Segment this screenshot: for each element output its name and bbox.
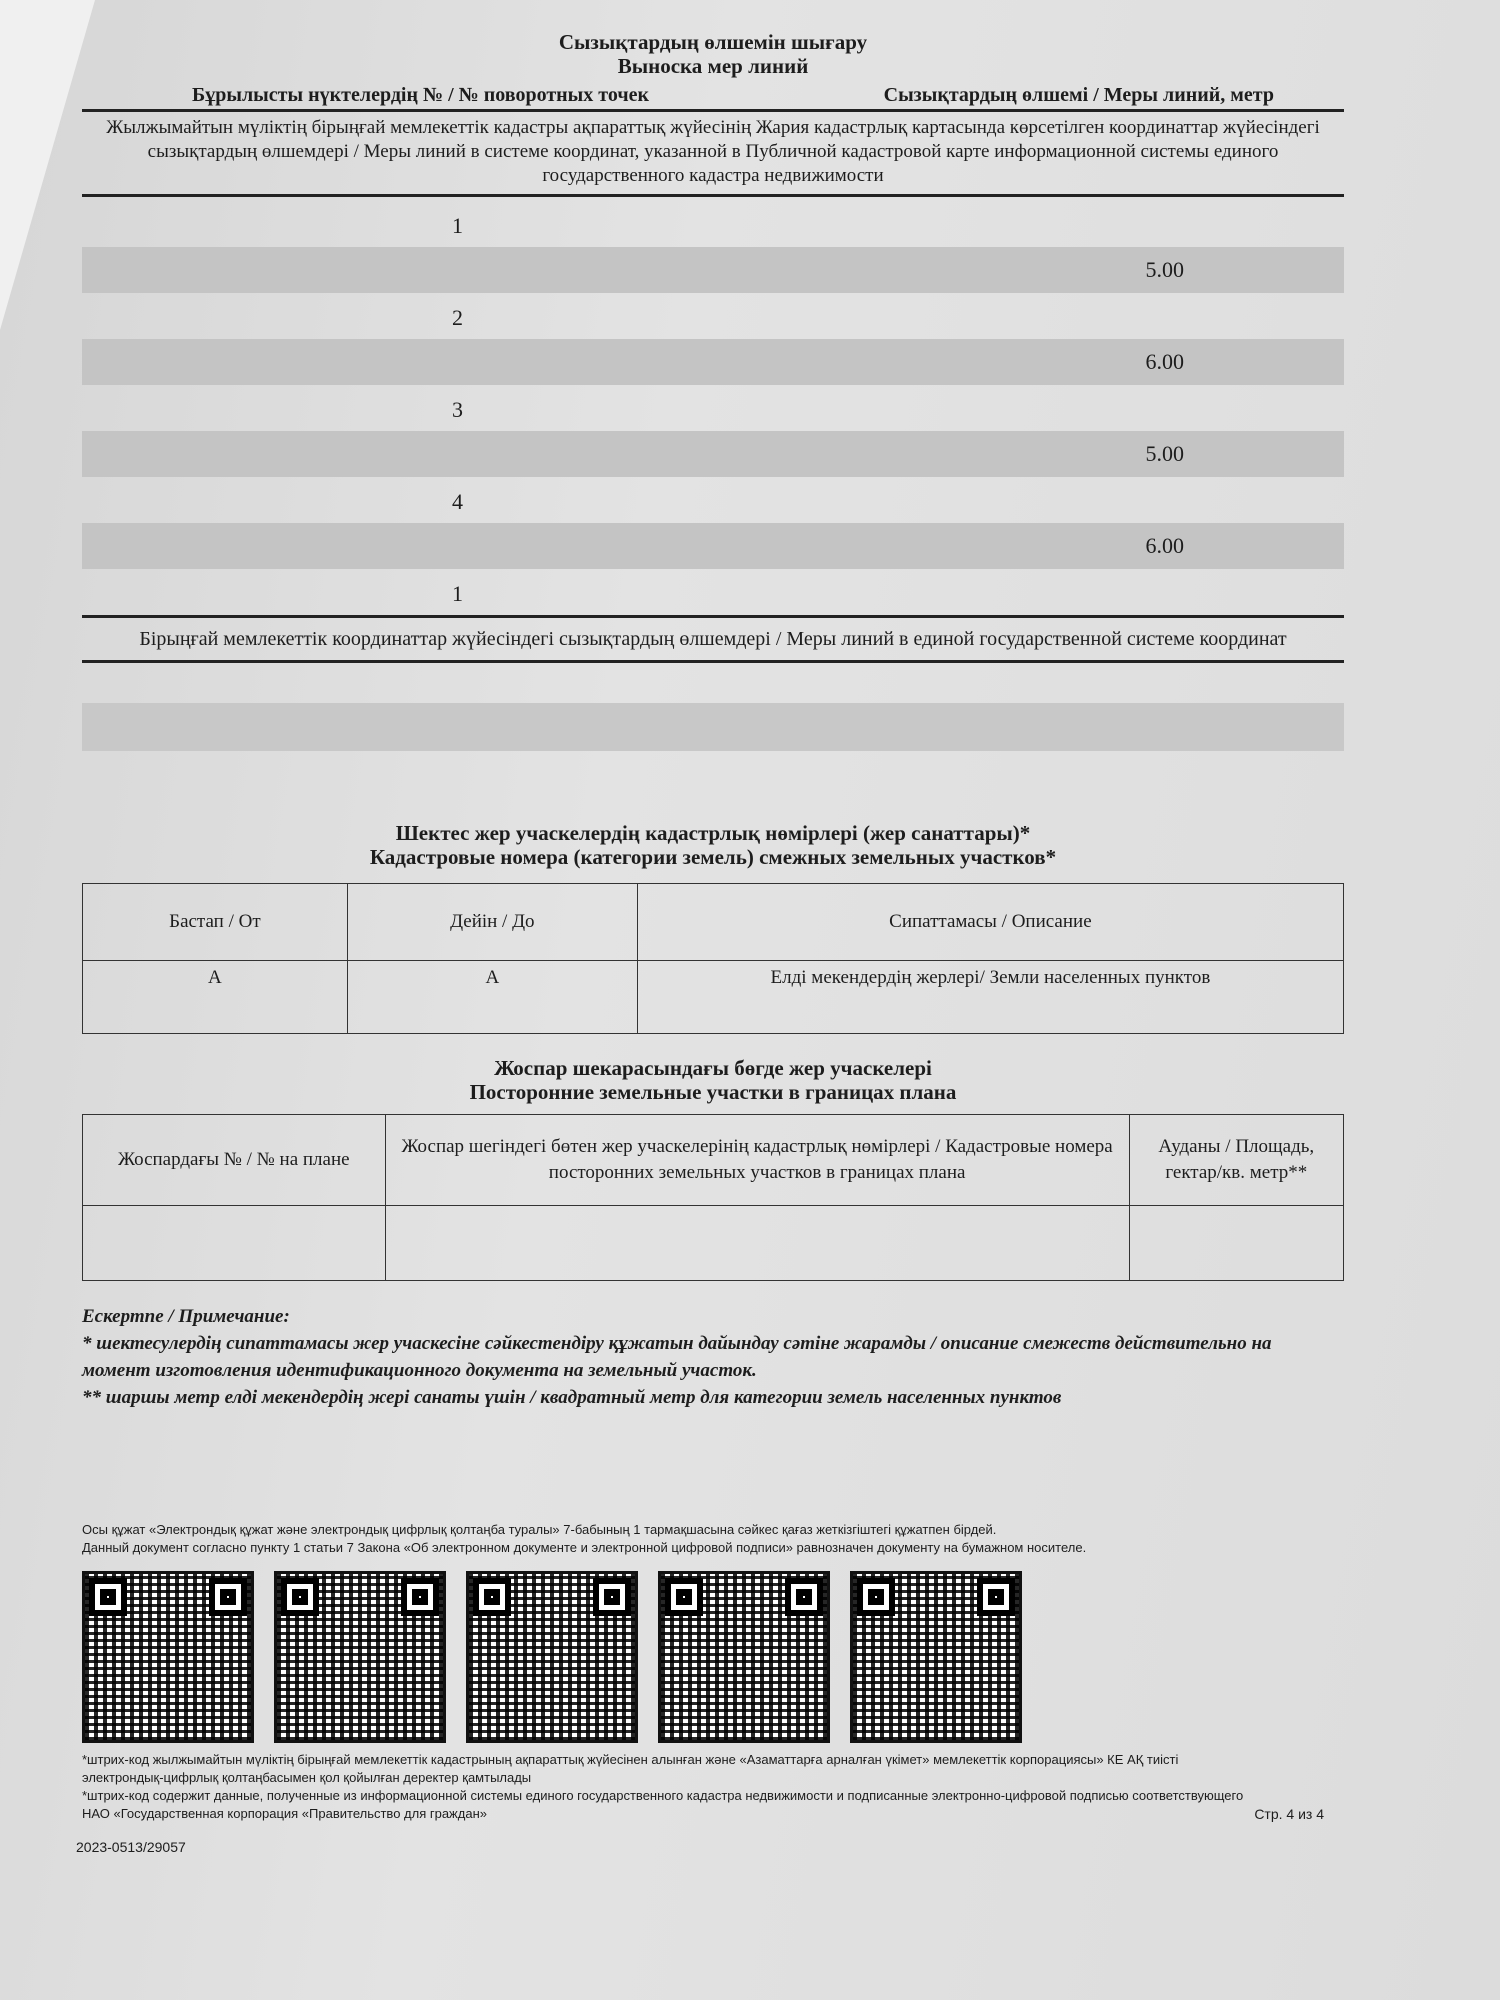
adjacent-title-kz: Шектес жер учаскелердің кадастрлық нөмірлері (жер санаттары)*: [395, 821, 1031, 845]
document-content: [76, 30, 1344, 1855]
page-number: Стр. 4 из 4: [1254, 1806, 1324, 1822]
qr-code-icon: [82, 1571, 254, 1743]
folded-corner: [0, 0, 95, 330]
barcode-footnote: [82, 1751, 1344, 1823]
outside-title-kz: Жоспар шекарасындағы бөгде жер учаскелері: [494, 1056, 932, 1080]
empty-cell: [1129, 1206, 1343, 1281]
point-number: 1: [452, 581, 463, 606]
empty-cell: [83, 1206, 386, 1281]
table-row: [82, 523, 1344, 569]
note-line-2: ** шаршы метр елді мекендердің жері санаты үшін / квадратный метр для категории земель населенных пунктов: [82, 1387, 1062, 1408]
table-row: [82, 339, 1344, 385]
unified-system-title: Бірыңғай мемлекеттік координаттар жүйесіндегі сызықтардың өлшемдері / Меры линий в единой государственной системе координат: [139, 628, 1287, 650]
points-column-header: Бұрылысты нүктелердің № / № поворотных точек: [192, 84, 650, 106]
description-header: Сипаттамасы / Описание: [637, 884, 1343, 961]
outside-table: [82, 1114, 1344, 1281]
description-cell: Елді мекендердің жерлері/ Земли населенных пунктов: [637, 961, 1343, 1034]
area-header: Ауданы / Площадь, гектар/кв. метр**: [1129, 1115, 1343, 1206]
point-number: 3: [452, 397, 463, 422]
adjacent-title-ru: Кадастровые номера (категории земель) смежных земельных участков*: [369, 845, 1057, 869]
unified-rule: [82, 660, 1344, 663]
table-row: [83, 1206, 1344, 1281]
table-row: [83, 961, 1344, 1034]
section-title-kz: Сызықтардың өлшемін шығару: [558, 30, 868, 54]
table-row: [82, 385, 1344, 431]
legal-ru: Данный документ согласно пункту 1 статьи 7 Закона «Об электронном документе и электронной цифровой подписи» равнозначен документу на бумажном носителе.: [82, 1540, 1087, 1555]
adjacent-table: [82, 883, 1344, 1034]
section-title-ru: Выноска мер линий: [617, 54, 809, 78]
point-number: 2: [452, 305, 463, 330]
qr-code-strip: [82, 1571, 1344, 1743]
table-row: [82, 431, 1344, 477]
line-measures-table: [82, 201, 1344, 615]
outside-title-ru: Посторонние земельные участки в границах плана: [469, 1080, 957, 1104]
footnote-ru: *штрих-код содержит данные, полученные из информационной системы единого государственного кадастра недвижимости и подписанные электронно-цифровой подписью соответствующего НАО «Государственная корпорация «Правительство для граждан»: [82, 1788, 1244, 1821]
table-row: [82, 201, 1344, 247]
line-length: 5.00: [1145, 441, 1184, 466]
point-number: 1: [452, 213, 463, 238]
qr-code-icon: [850, 1571, 1022, 1743]
empty-shaded-row: [82, 703, 1344, 751]
footnote-kz: *штрих-код жылжымайтын мүліктің бірыңғай мемлекеттік кадастрының ақпараттық жүйесінен алынған және «Азаматтарға арналған үкімет» мемлекеттік корпорациясы» КЕ АҚ тиісті электрондық-цифрлық қолтаңбасымен қол қойылған деректер қамтылады: [82, 1752, 1179, 1785]
legal-statement: [82, 1521, 1344, 1557]
cadastral-numbers-header: Жоспар шегіндегі бөтен жер учаскелерінің кадастрлық нөмірлері / Кадастровые номера посторонних земельных участков в границах плана: [385, 1115, 1129, 1206]
note-label: Ескертпе / Примечание:: [82, 1306, 290, 1327]
note-block: [82, 1303, 1344, 1411]
to-cell: А: [347, 961, 637, 1034]
table-row: [82, 293, 1344, 339]
empty-cell: [385, 1206, 1129, 1281]
table-header-row: [83, 1115, 1344, 1206]
table-header-row: [83, 884, 1344, 961]
lengths-column-header: Сызықтардың өлшемі / Меры линий, метр: [883, 84, 1274, 106]
adjacent-section: [82, 821, 1344, 1034]
qr-code-icon: [274, 1571, 446, 1743]
outside-section: [82, 1056, 1344, 1281]
qr-code-icon: [658, 1571, 830, 1743]
document-id: 2023-0513/29057: [76, 1839, 186, 1855]
table-row: [82, 569, 1344, 615]
line-length: 5.00: [1145, 257, 1184, 282]
to-header: Дейін / До: [347, 884, 637, 961]
intro-rule: [82, 194, 1344, 197]
plan-number-header: Жоспардағы № / № на плане: [83, 1115, 386, 1206]
legal-kz: Осы құжат «Электрондық құжат және электрондық цифрлық қолтаңба туралы» 7-бабының 1 тармақшасына сәйкес қағаз жеткізгіштегі құжатпен бірдей.: [82, 1522, 997, 1537]
line-length: 6.00: [1145, 349, 1184, 374]
table-row: [82, 477, 1344, 523]
from-header: Бастап / От: [83, 884, 348, 961]
lines-table-header: [82, 84, 1344, 109]
note-line-1: * шектесулердің сипаттамасы жер учаскесіне сәйкестендіру құжатын дайындау сәтіне жарамды / описание смежеств действительно на момент изготовления идентификационного документа на земельный участок.: [82, 1333, 1272, 1381]
from-cell: А: [83, 961, 348, 1034]
coordinate-system-note: Жылжымайтын мүліктің бірыңғай мемлекеттік кадастры ақпараттық жүйесінің Жария кадастрлық картасында көрсетілген координаттар жүйесіндегі сызықтардың өлшемдері / Меры линий в системе координат, указанной в Публичной кадастровой карте информационной системы единого государственного кадастра недвижимости: [106, 117, 1320, 186]
qr-code-icon: [466, 1571, 638, 1743]
point-number: 4: [452, 489, 463, 514]
table-row: [82, 247, 1344, 293]
line-length: 6.00: [1145, 533, 1184, 558]
